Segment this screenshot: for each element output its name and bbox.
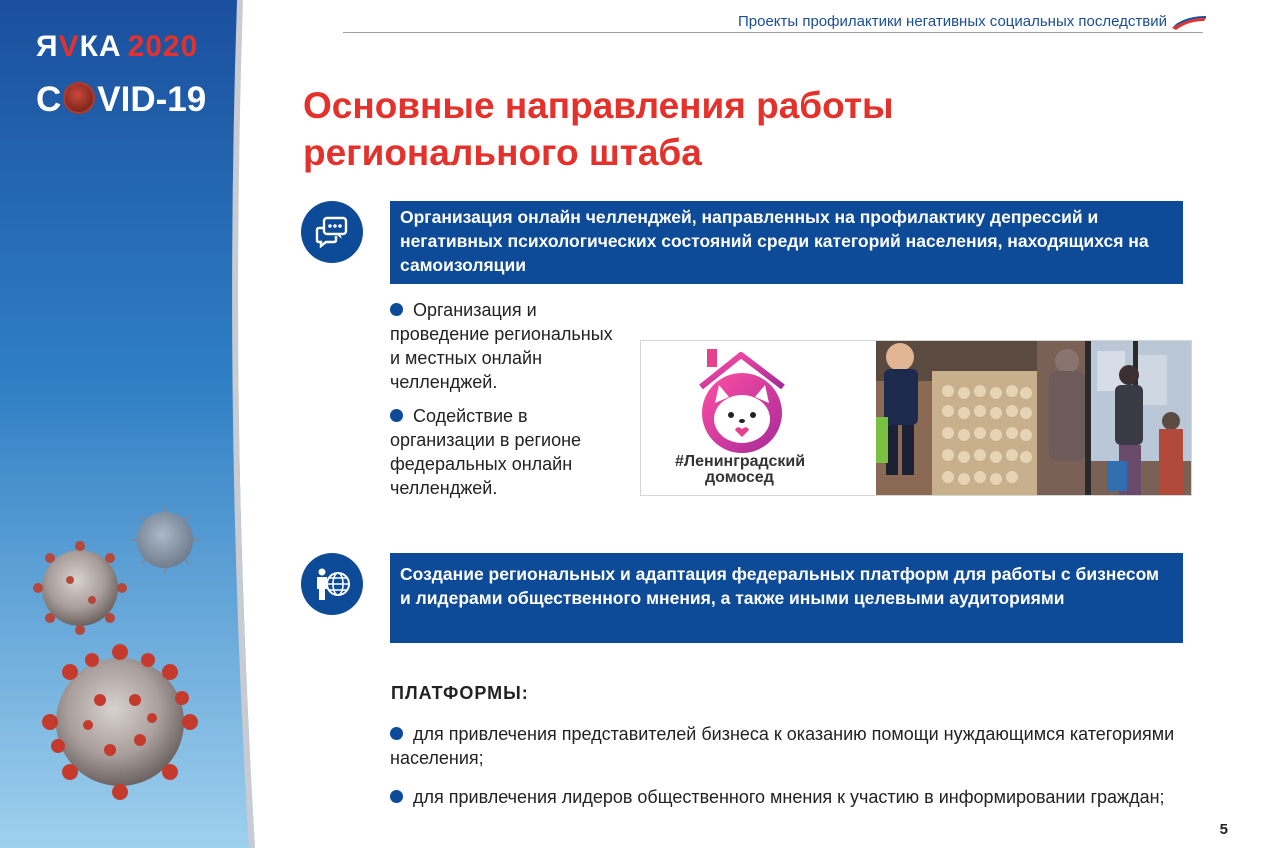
logo-year: 2020 [127, 30, 199, 63]
hashtag-line-2: домосед [705, 469, 774, 486]
section2-heading-box [390, 553, 1183, 643]
section1-bullet-list [390, 298, 620, 500]
page-number: 5 [1219, 821, 1228, 838]
bullet-text: Содействие в организации в регионе федеральных онлайн челленджей. [390, 406, 582, 498]
page-title [303, 82, 1063, 176]
panel-background [0, 0, 262, 848]
section2-heading: Создание региональных и адаптация федеральных платформ для работы с бизнесом и лидерами общественного мнения, а также иными целевыми аудиториями [400, 564, 1159, 608]
header-caption: Проекты профилактики негативных социальных последствий [737, 13, 1167, 30]
logo-letter-c: C [36, 80, 62, 119]
logo-check-mark: V [58, 30, 80, 63]
bullet-dot [390, 790, 403, 803]
logo-covid-19 [36, 80, 206, 120]
bullet-dot [390, 727, 403, 740]
section1-heading-box [390, 201, 1183, 284]
list-item [390, 785, 1190, 809]
platforms-title: ПЛАТФОРМЫ: [391, 683, 529, 703]
chat-bubbles-icon [301, 201, 363, 263]
header-divider [343, 32, 1203, 33]
virus-o-icon [63, 82, 95, 114]
list-item [390, 298, 620, 394]
bullet-text: для привлечения лидеров общественного мнения к участию в информировании граждан; [413, 787, 1165, 807]
russian-flag-icon [1168, 16, 1208, 32]
logo-letters-ka: КА [79, 30, 122, 63]
bullet-text: для привлечения представителей бизнеса к оказанию помощи нуждающимся категориями населения; [390, 724, 1175, 768]
bullet-dot [390, 303, 403, 316]
leningrad-domosed-logo [641, 341, 876, 495]
hashtag-line-1: #Ленинградский [675, 453, 806, 470]
hashtag-label [675, 454, 805, 486]
logo-vid19: VID-19 [97, 80, 207, 119]
section1-heading: Организация онлайн челленджей, направленных на профилактику депрессий и негативных психологических состояний среди категорий населения, находящихся на самоизоляции [400, 207, 1149, 275]
challenge-photos-strip [640, 340, 1192, 496]
photo-children-window [1037, 341, 1191, 495]
list-item [390, 404, 620, 500]
logo-yaka-2020 [36, 30, 198, 64]
bullet-text: Организация и проведение региональных и местных онлайн челленджей. [390, 300, 613, 392]
left-decor-panel [0, 0, 262, 848]
bullet-dot [390, 409, 403, 422]
title-line-1: Основные направления работы [303, 85, 894, 126]
list-item [390, 722, 1190, 770]
platforms-list [390, 722, 1190, 809]
logo-letter-ya: Я [36, 30, 59, 63]
photo-child-with-pastry [876, 341, 1037, 495]
person-globe-icon [301, 553, 363, 615]
title-line-2: регионального штаба [303, 132, 702, 173]
